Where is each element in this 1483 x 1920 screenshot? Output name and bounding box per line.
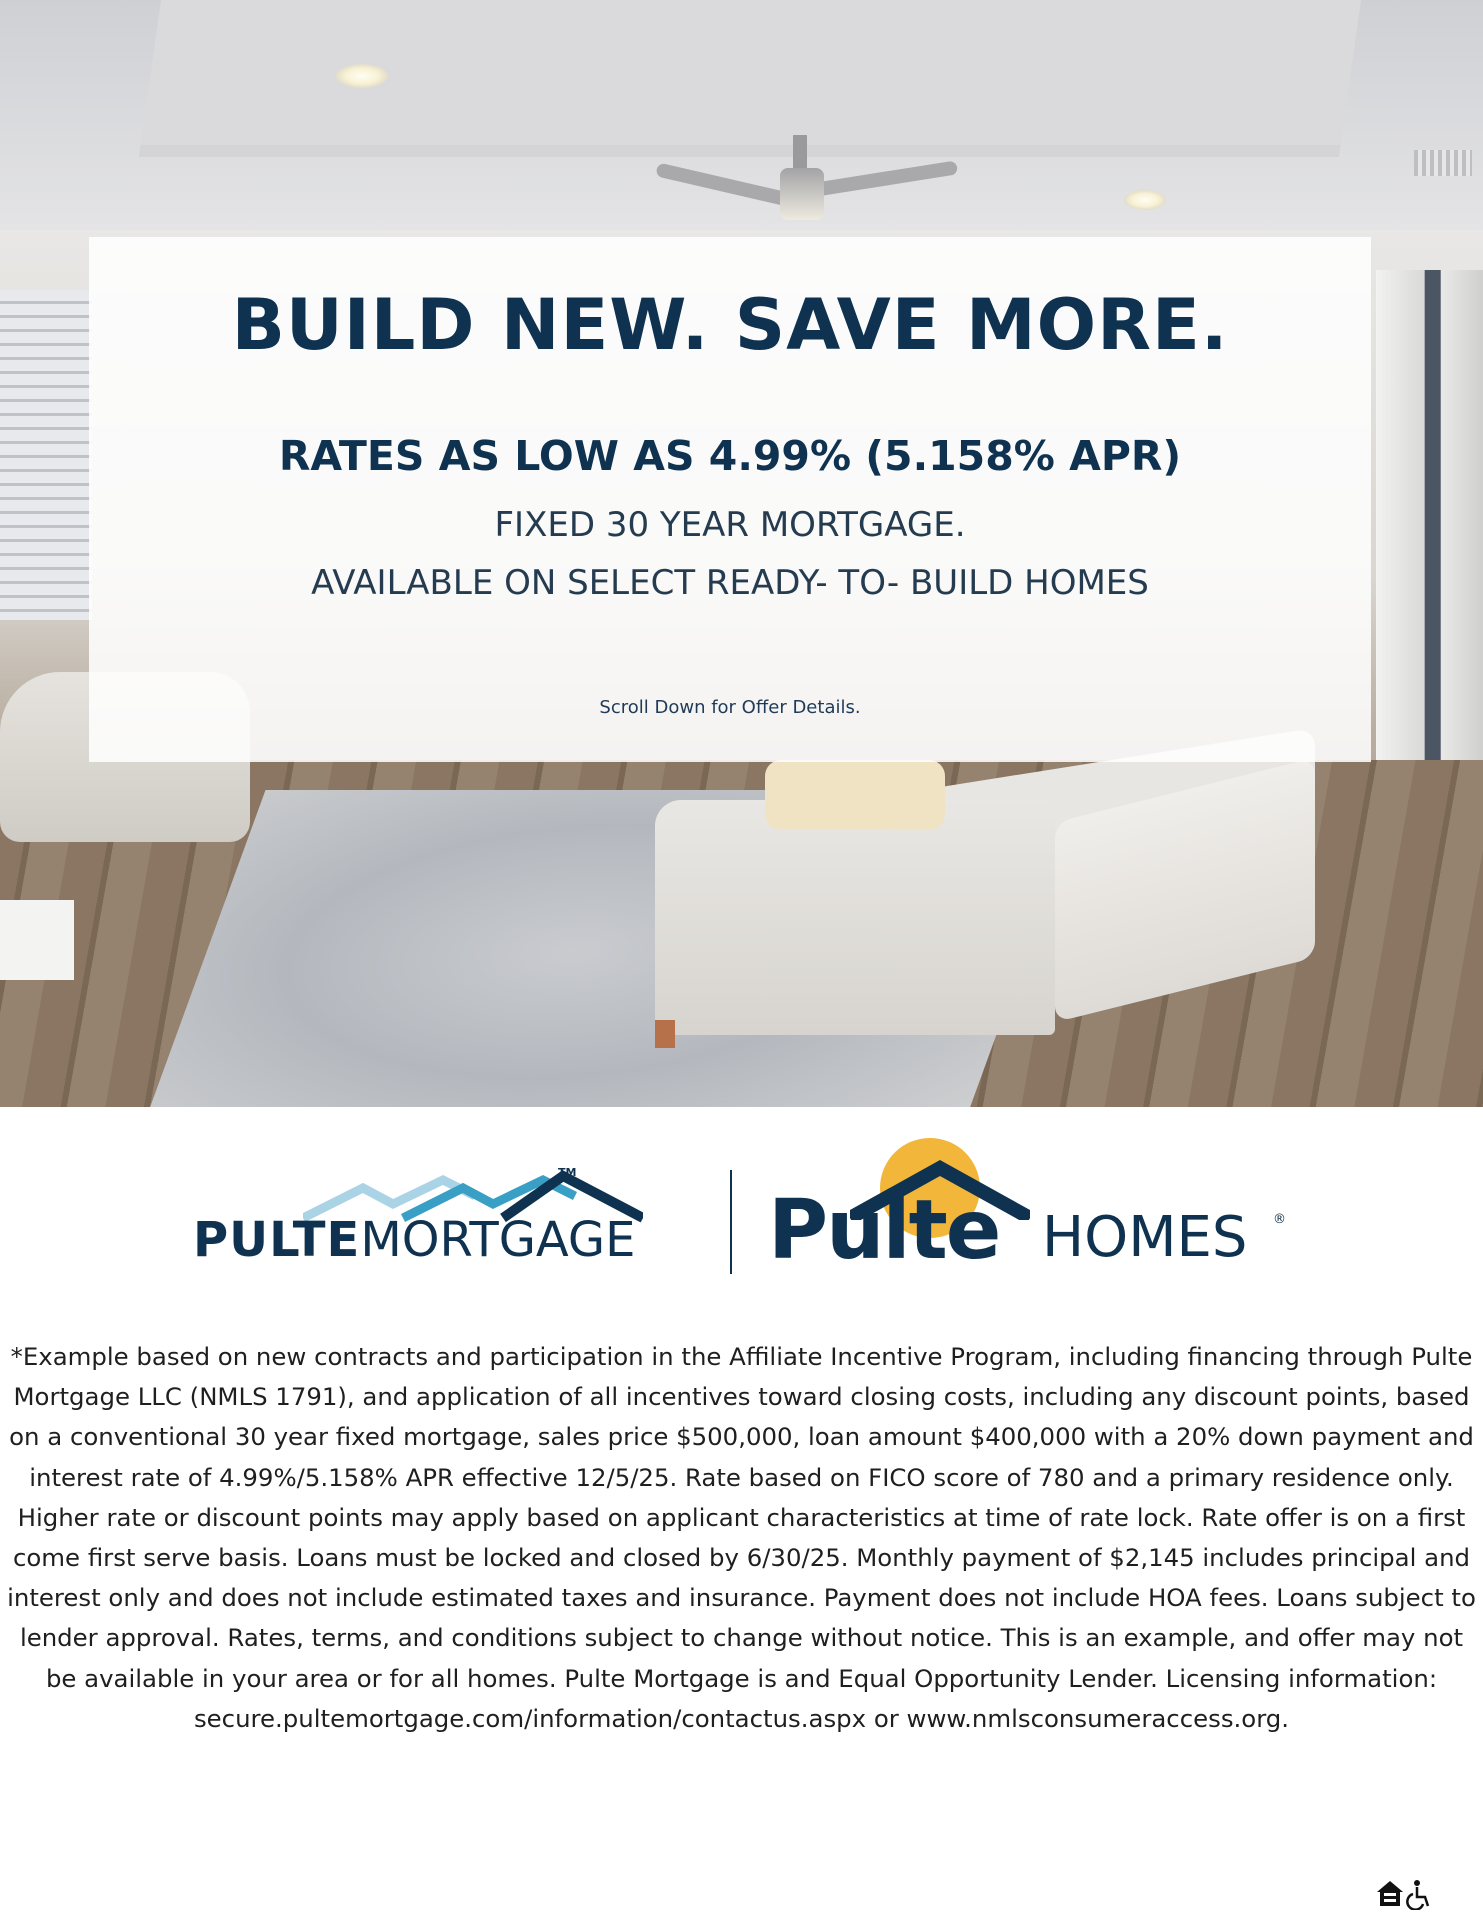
ceiling-fan-body (780, 168, 824, 220)
trademark-mark: TM (558, 1166, 577, 1179)
side-table (0, 900, 74, 980)
curtains (1376, 270, 1483, 790)
offer-disclaimer: *Example based on new contracts and participation in the Affiliate Incentive Program, including financing through Pulte Mortgage LLC (NMLS 1791), and application of all incentives toward closing costs, including any discount points, based on a conventional 30 year fixed mortgage, sales price $500,000, loan amount $400,000 with a 20% down payment and interest rate of 4.99%/5.158% APR effective 12/5/25. Rate based on FICO score of 780 and a primary residence only. Higher rate or discount points may apply based on applicant characteristics at time of rate lock. Rate offer is on a first come first serve basis. Loans must be locked and closed by 6/30/25. Monthly payment of $2,145 includes principal and interest only and does not include estimated taxes and insurance. Payment does not include HOA fees. Loans subject to lender approval. Rates, terms, and conditions subject to change without notice. This is an example, and offer may not be available in your area or for all homes. Pulte Mortgage is and Equal Opportunity Lender. Licensing information: secure.pultemortgage.com/information/contactus.aspx or www.nmlsconsumeraccess.org. (7, 1342, 1476, 1733)
throw-pillow (765, 760, 945, 830)
sofa-leg (655, 1020, 675, 1048)
legal-icons (1375, 1878, 1435, 1910)
sofa-body (655, 800, 1055, 1035)
air-vent (1414, 150, 1472, 176)
mortgage-wordmark-light: MORTGAGE (360, 1212, 636, 1268)
pulte-mortgage-wordmark (193, 1212, 636, 1268)
headline: BUILD NEW. SAVE MORE. (231, 284, 1229, 366)
recessed-light (1124, 190, 1166, 210)
window-blinds (0, 290, 92, 620)
pulte-mortgage-logo (193, 1166, 685, 1270)
offer-card (89, 237, 1371, 762)
tray-ceiling (139, 0, 1361, 157)
pulte-wordmark-bold: PULTE (193, 1212, 361, 1268)
pulte-wordmark: Pulte (768, 1183, 1000, 1278)
equal-housing-icon (1377, 1881, 1403, 1906)
availability-note: AVAILABLE ON SELECT READY- TO- BUILD HOMES (311, 563, 1149, 603)
scroll-note: Scroll Down for Offer Details. (599, 697, 861, 718)
accessibility-icon (1407, 1880, 1428, 1910)
recessed-light (336, 64, 388, 88)
homes-wordmark: HOMES (1042, 1205, 1248, 1270)
pulte-homes-logo (768, 1138, 1288, 1278)
rate-offer: RATES AS LOW AS 4.99% (5.158% APR) (278, 432, 1182, 480)
loan-type: FIXED 30 YEAR MORTGAGE. (494, 505, 966, 545)
registered-mark: ® (1273, 1212, 1286, 1227)
logo-divider (730, 1170, 732, 1274)
